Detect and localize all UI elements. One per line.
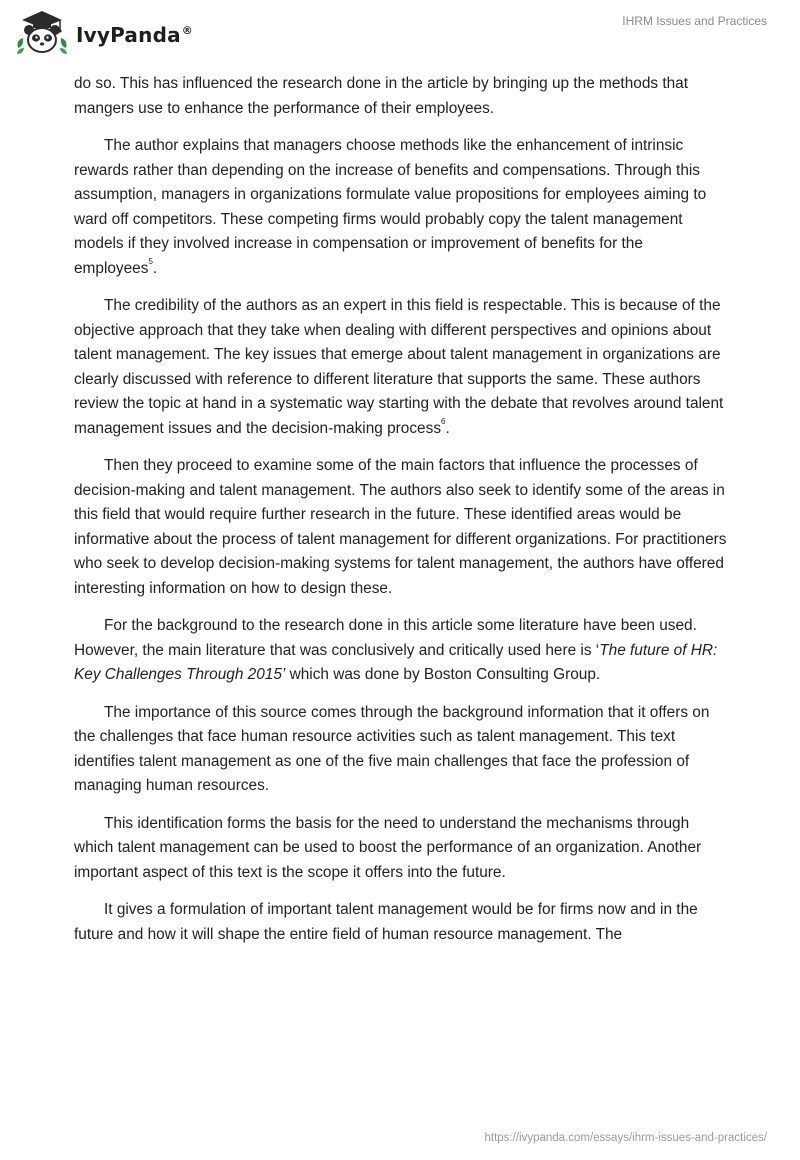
paragraph: The author explains that managers choose methods like the enhancement of intrinsic rewards rather than depending on the increase of benefits and compensations. Through this assumption, managers in organizations formulate value propositions for employees aiming to ward off competitors. These competing firms would probably copy the talent management models if they involved increase in compensation or improvement of benefits for the employees$^5$.	[74, 137, 707, 277]
logo[interactable]	[14, 8, 193, 58]
logo-wordmark: IvyPanda®	[76, 23, 193, 47]
document-body	[74, 72, 730, 960]
cited-title: The future of HR: Key Challenges Through 2015’	[74, 641, 718, 683]
page-header	[0, 0, 800, 64]
panda-logo-icon	[14, 8, 70, 58]
source-url[interactable]: https://ivypanda.com/essays/ihrm-issues-and-practices/	[484, 1132, 767, 1144]
footnote-ref[interactable]: 5	[148, 257, 153, 267]
paragraph: The credibility of the authors as an expert in this field is respectable. This is because of the objective approach that they take when dealing with different perspectives and opinions about talent management. The key issues that emerge about talent management in organizations are clearly discussed with reference to different literature that supports the same. These authors review the topic at hand in a systematic way starting with the debate that revolves around talent management issues and the decision-making process$^6$.	[74, 297, 724, 437]
paragraph: The importance of this source comes through the background information that it offers on the challenges that face human resource activities such as talent management. This text identifies talent management as one of the five main challenges that face the profession of managing human resources.	[74, 703, 710, 794]
paragraph: do so. This has influenced the research done in the article by bringing up the methods that mangers use to enhance the performance of their employees.	[74, 75, 689, 117]
paragraph: Then they proceed to examine some of the main factors that influence the processes of decision-making and talent management. The authors also seek to identify some of the areas in this field that would require further research in the future. These identified areas would be informative about the process of talent management for different organizations. For practitioners who seek to develop decision-making systems for talent management, the authors have offered interesting information on how to design these.	[74, 457, 727, 597]
paragraph: It gives a formulation of important talent management would be for firms now and in the future and how it will shape the entire field of human resource management. The	[74, 901, 698, 943]
footnote-ref[interactable]: 6	[441, 417, 446, 427]
paragraph: This identification forms the basis for the need to understand the mechanisms through which talent management can be used to boost the performance of an organization. Another important aspect of this text is the scope it offers into the future.	[74, 814, 702, 881]
document-title: IHRM Issues and Practices	[622, 14, 767, 28]
paragraph: For the background to the research done in this article some literature have been used. However, the main literature that was conclusively and critically used here is ‘The future of HR: Key Challenges Through 2015’ which was done by Boston Consulting Group.	[74, 617, 718, 683]
